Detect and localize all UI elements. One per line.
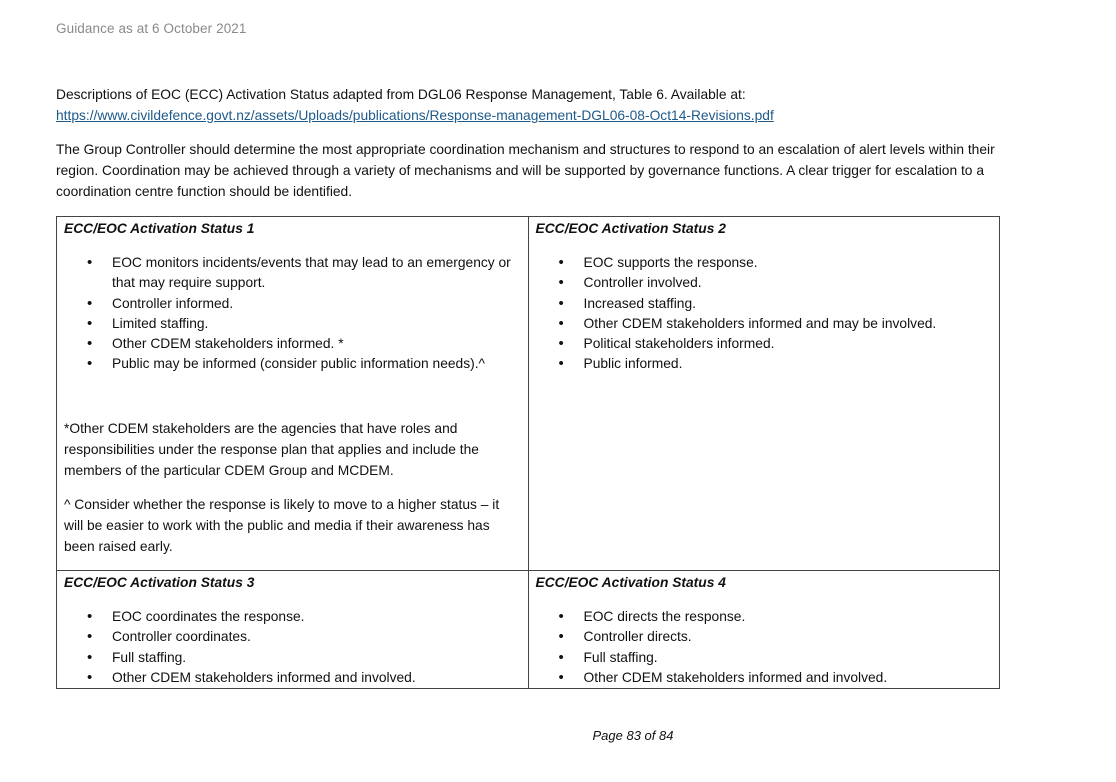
intro-text: Descriptions of EOC (ECC) Activation Status adapted from DGL06 Response Management, Table 6. Available at: — [56, 87, 746, 102]
list-item: • Political stakeholders informed. — [584, 334, 993, 354]
list-item: • Other CDEM stakeholders informed and may be involved. — [584, 314, 993, 334]
status-1-title: ECC/EOC Activation Status 1 — [64, 221, 255, 236]
list-item: • Full staffing. — [584, 648, 993, 668]
list-item: • EOC monitors incidents/events that may lead to an emergency or that may require support. — [112, 253, 521, 294]
higher-status-footnote: ^ Consider whether the response is likely to move to a higher status – it will be easier to work with the public and media if their awareness has been raised early. — [64, 496, 500, 554]
status-4-list — [536, 607, 993, 688]
status-3-title: ECC/EOC Activation Status 3 — [64, 575, 255, 590]
list-item: • Controller involved. — [584, 273, 993, 293]
table-row — [57, 571, 1000, 689]
page-header: Guidance as at 6 October 2021 — [56, 21, 247, 36]
list-item: • Full staffing. — [112, 648, 521, 668]
list-item: • Limited staffing. — [112, 314, 521, 334]
list-item: • Public informed. — [584, 354, 993, 374]
status-4-cell — [528, 571, 1000, 689]
status-4-title: ECC/EOC Activation Status 4 — [535, 575, 726, 590]
reference-link[interactable]: https://www.civildefence.govt.nz/assets/Uploads/publications/Response-management-DGL06-08-Oct14-Revisions.pdf — [56, 108, 774, 123]
status-2-cell — [528, 217, 1000, 571]
status-1-cell — [57, 217, 529, 571]
status-3-list — [64, 607, 521, 688]
list-item: • EOC directs the response. — [584, 607, 993, 627]
intro-section — [56, 84, 1016, 126]
list-item: • Other CDEM stakeholders informed and involved. — [112, 668, 521, 688]
activation-status-table — [56, 216, 1000, 689]
status-2-title: ECC/EOC Activation Status 2 — [535, 221, 726, 236]
list-item: • Increased staffing. — [584, 294, 993, 314]
status-3-cell — [57, 571, 529, 689]
list-item: • Controller directs. — [584, 627, 993, 647]
page-number: Page 83 of 84 — [592, 728, 674, 743]
table-row — [57, 217, 1000, 571]
body-paragraph: The Group Controller should determine the most appropriate coordination mechanism and structures to respond to an escalation of alert levels within their region. Coordination may be achieved through a variety of mechanisms and will be supported by governance functions. A clear trigger for escalation to a coordination centre function should be identified. — [56, 142, 995, 199]
list-item: • Other CDEM stakeholders informed and involved. — [584, 668, 993, 688]
list-item: • EOC supports the response. — [584, 253, 993, 273]
status-1-list — [64, 253, 521, 375]
stakeholder-footnote: *Other CDEM stakeholders are the agencies that have roles and responsibilities under the response plan that applies and include the members of the particular CDEM Group and MCDEM. — [64, 420, 479, 478]
list-item: • Controller coordinates. — [112, 627, 521, 647]
status-2-list — [536, 253, 993, 375]
list-item: • Public may be informed (consider public information needs).^ — [112, 354, 521, 374]
list-item: • EOC coordinates the response. — [112, 607, 521, 627]
list-item: • Controller informed. — [112, 294, 521, 314]
list-item: • Other CDEM stakeholders informed. * — [112, 334, 521, 354]
